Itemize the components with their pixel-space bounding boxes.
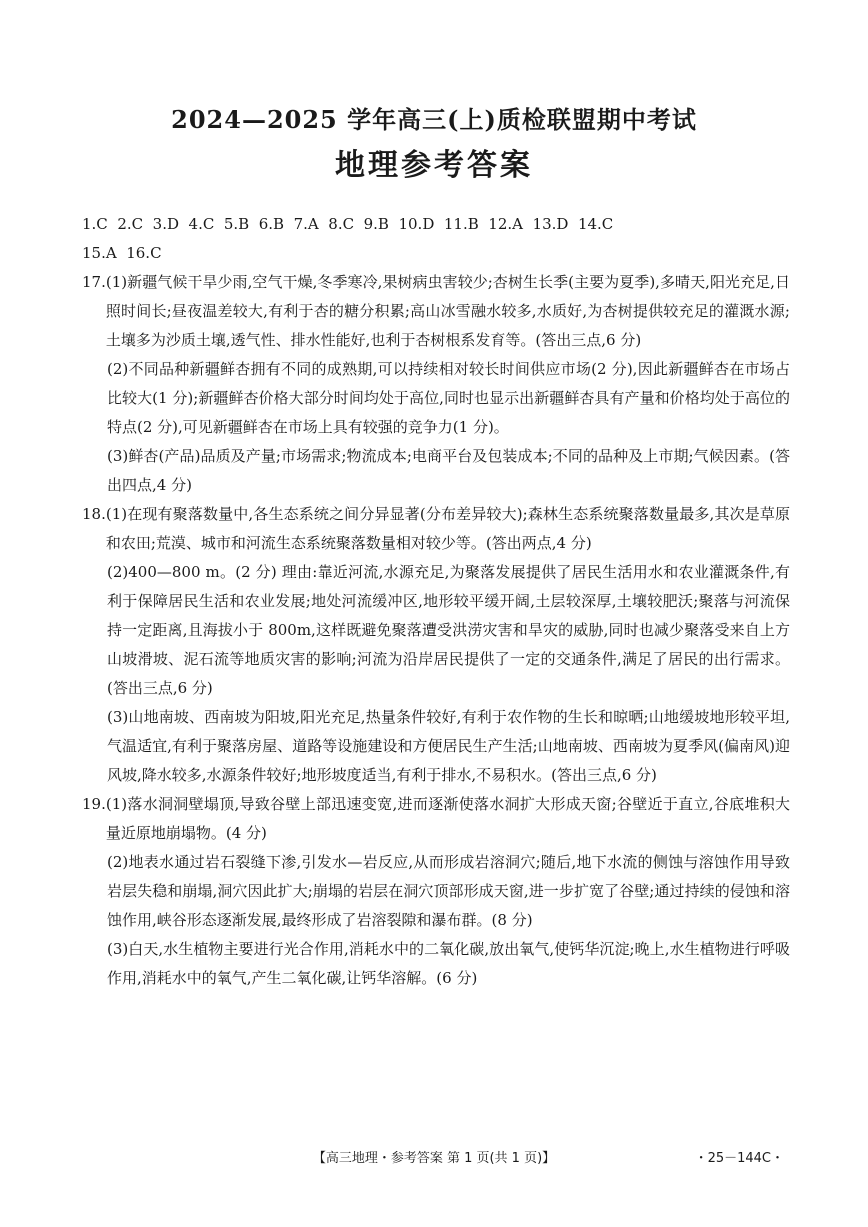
question-18	[82, 500, 790, 790]
q18-part-2: (2)400—800 m。(2 分) 理由:靠近河流,水源充足,为聚落发展提供了居民生活用水和农业灌溉条件,有利于保障居民生活和农业发展;地处河流缓冲区,地形较平缓开阔,土层较深厚,土壤较肥沃;聚落与河流保持一定距离,且海拔小于 800m,这样既避免聚落遭受洪涝灾害和旱灾的威胁,同时也减少聚落受来自上方山坡滑坡、泥石流等地质灾害的影响;河流为沿岸居民提供了一定的交通条件,满足了居民的出行需求。(答出三点,6 分)	[107, 563, 790, 697]
q19-part-3: (3)白天,水生植物主要进行光合作用,消耗水中的二氧化碳,放出氧气,使钙华沉淀;晚上,水生植物进行呼吸作用,消耗水中的氧气,产生二氧化碳,让钙华溶解。(6 分)	[107, 940, 790, 987]
q17-part-1: (1)新疆气候干旱少雨,空气干燥,冬季寒冷,果树病虫害较少;杏树生长季(主要为夏季),多晴天,阳光充足,日照时间长;昼夜温差较大,有利于杏的糖分积累;高山冰雪融水较多,水质好,为杏树提供较充足的灌溉水源;土壤多为沙质土壤,透气性、排水性能好,也利于杏树根系发育等。(答出三点,6 分)	[105, 273, 790, 349]
document-title: 地理参考答案	[335, 148, 533, 183]
multiple-choice-answers	[82, 210, 790, 268]
q17-part-3: (3)鲜杏(产品)品质及产量;市场需求;物流成本;电商平台及包装成本;不同的品种及上市期;气候因素。(答出四点,4 分)	[107, 447, 790, 494]
page-footer	[0, 1147, 868, 1171]
question-number: 19.	[82, 795, 106, 813]
footer-doc-code: ・25－144C・	[694, 1151, 784, 1166]
q19-part-1: (1)落水洞洞壁塌顶,导致谷壁上部迅速变宽,进而逐渐使落水洞扩大形成天窗;谷壁近于直立,谷底堆积大量近原地崩塌物。(4 分)	[105, 795, 790, 842]
q19-part-2: (2)地表水通过岩石裂缝下渗,引发水—岩反应,从而形成岩溶洞穴;随后,地下水流的侧蚀与溶蚀作用导致岩层失稳和崩塌,洞穴因此扩大;崩塌的岩层在洞穴顶部形成天窗,进一步扩宽了谷壁;通过持续的侵蚀和溶蚀作用,峡谷形态逐渐发展,最终形成了岩溶裂隙和瀑布群。(8 分)	[107, 853, 790, 929]
question-19	[82, 790, 790, 993]
q18-part-3: (3)山地南坡、西南坡为阳坡,阳光充足,热量条件较好,有利于农作物的生长和晾晒;山地缓坡地形较平坦,气温适宜,有利于聚落房屋、道路等设施建设和方便居民生产生活;山地南坡、西南坡为夏季风(偏南风)迎风坡,降水较多,水源条件较好;地形坡度适当,有利于排水,不易积水。(答出三点,6 分)	[107, 708, 790, 784]
q17-part-2: (2)不同品种新疆鲜杏拥有不同的成熟期,可以持续相对较长时间供应市场(2 分),因此新疆鲜杏在市场占比较大(1 分);新疆鲜杏价格大部分时间均处于高位,同时也显示出新疆鲜杏具有产量和价格均处于高位的特点(2 分),可见新疆鲜杏在市场上具有较强的竞争力(1 分)。	[107, 360, 790, 436]
q18-part-1: (1)在现有聚落数量中,各生态系统之间分异显著(分布差异较大);森林生态系统聚落数量最多,其次是草原和农田;荒漠、城市和河流生态系统聚落数量相对较少等。(答出两点,4 分)	[105, 505, 790, 552]
question-number: 17.	[82, 273, 106, 291]
answer-content	[82, 210, 790, 993]
mc-answers-line-1: 1.C 2.C 3.D 4.C 5.B 6.B 7.A 8.C 9.B 10.D 11.B 12.A 13.D 14.C	[82, 215, 614, 233]
question-17	[82, 268, 790, 500]
mc-answers-line-2: 15.A 16.C	[82, 244, 162, 262]
question-number: 18.	[82, 505, 106, 523]
exam-title: 2024—2025 学年高三(上)质检联盟期中考试	[171, 105, 697, 134]
footer-page-info: 【高三地理・参考答案 第 1 页(共 1 页)】	[312, 1151, 556, 1166]
